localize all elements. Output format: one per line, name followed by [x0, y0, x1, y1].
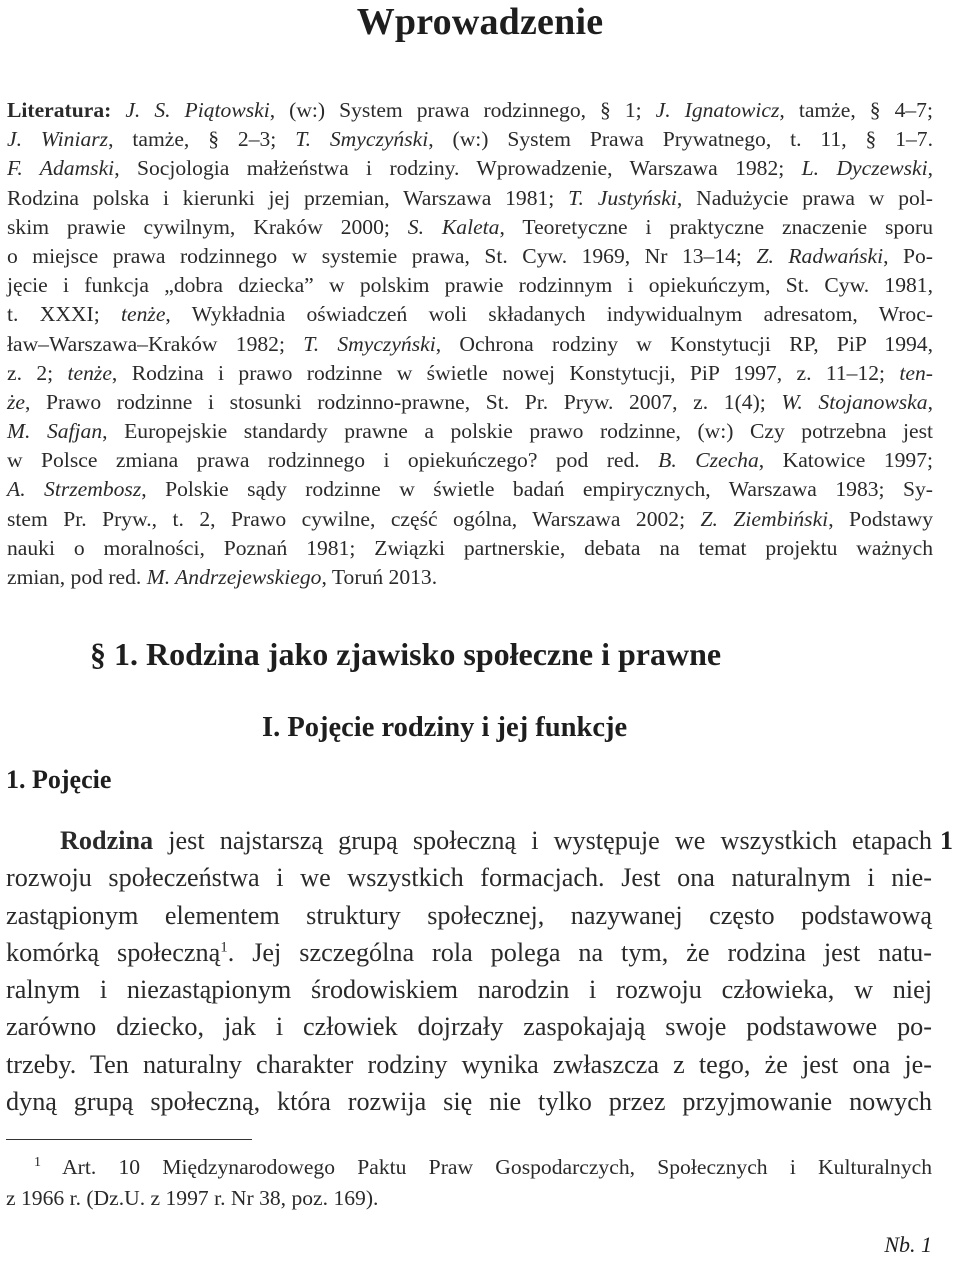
text-run: , (w:) System Prawa Prywatnego, t. 11, § 1–7. [428, 127, 933, 152]
text-run: , Europejskie standardy prawne a polskie prawo rodzinne, (w:) Czy potrzebna jest [102, 419, 933, 444]
text-run: ław–Warszawa–Kraków 1982; [7, 331, 304, 356]
text-run: trzeby. Ten naturalny charakter rodziny wynika zwłaszcza z tego, że jest ona je- [6, 1049, 932, 1079]
text-run: t. XXXI; [7, 302, 122, 327]
author-name: M. Safjan [7, 419, 103, 444]
footnote-text-1: Art. 10 Międzynarodowego Paktu Praw Gospodarczych, Społecznych i Kulturalnych [62, 1155, 932, 1179]
text-run: , tamże, § 2–3; [108, 127, 296, 152]
body-line [6, 1046, 932, 1083]
literature-line [7, 213, 933, 242]
footnote-line [6, 1152, 932, 1183]
footnote-line: z 1966 r. (Dz.U. z 1997 r. Nr 38, poz. 169). [6, 1186, 379, 1210]
author-name: tenże [121, 302, 166, 327]
text-run: ralnym i niezastąpionym środowiskiem narodzin i rozwoju człowieka, w niej [6, 975, 932, 1005]
author-name: tenże [67, 360, 112, 385]
author-name: Z. Ziembiński [700, 506, 829, 531]
literature-line [7, 242, 933, 271]
body-line [6, 859, 932, 896]
author-name: S. Kaleta [407, 214, 500, 239]
page-title: Wprowadzenie [356, 1, 604, 43]
text-run: zarówno dziecko, jak i człowiek dojrzały zaspokajają swoje podstawowe po- [6, 1012, 932, 1042]
text-run: , Wykładnia oświadczeń woli składanych indywidualnym adresatom, Wroc- [165, 302, 933, 327]
text-run: o miejsce prawa rodzinnego w systemie prawa, St. Cyw. 1969, Nr 13–14; [7, 243, 757, 268]
literature-line [7, 505, 933, 534]
author-name: B. Czecha [658, 448, 759, 473]
text-run: , (w:) System prawa rodzinnego, § 1; [269, 98, 656, 122]
body-line [6, 897, 932, 934]
author-name: L. Dyczewski [801, 156, 928, 181]
literature-line [7, 330, 933, 359]
body-line [6, 971, 932, 1008]
text-run: , Podstawy [828, 506, 934, 531]
literature-line [7, 388, 933, 417]
text-run: . Jej szczególna rola polega na tym, że rodzina jest natu- [227, 937, 932, 967]
body-paragraph [6, 822, 932, 1120]
margin-number: 1 [940, 826, 953, 855]
literature-heading: Literatura: [7, 98, 126, 122]
author-name: ten- [899, 360, 933, 385]
literature-line [7, 271, 933, 300]
text-run: skim prawie cywilnym, Kraków 2000; [7, 214, 408, 239]
body-line [6, 822, 932, 859]
literature-line [7, 475, 933, 504]
text-run: rozwoju społeczeństwa i we wszystkich formacjach. Jest ona naturalnym i nie- [6, 863, 932, 893]
literature-line [7, 446, 933, 475]
literature-block [7, 96, 933, 592]
text-run: stem Pr. Pryw., t. 2, Prawo cywilne, część ogólna, Warszawa 2002; [7, 506, 701, 531]
literature-line [7, 154, 933, 183]
text-run: jęcie i funkcja „dobra dziecka” w polskim prawie rodzinnym i opiekuńczym, St. Cyw. 1981, [7, 273, 933, 298]
author-name: T. Justyński [568, 185, 677, 210]
text-run: , Polskie sądy rodzinne w świetle badań empirycznych, Warszawa 1983; Sy- [141, 477, 934, 502]
footnote-mark: 1 [34, 1154, 41, 1170]
text-run: nauki o moralności, Poznań 1981; Związki partnerskie, debata na temat projektu ważnych [7, 535, 933, 560]
section-heading: § 1. Rodzina jako zjawisko społeczne i prawne [90, 636, 722, 672]
author-name: J. Winiarz [7, 127, 109, 152]
author-name: T. Smyczyński [295, 127, 429, 152]
text-run: z. 2; [7, 360, 68, 385]
footnote-reference: 1 [220, 939, 228, 956]
text-run: dyną grupą społeczną, która rozwija się nie tylko przez przyjmowanie nowych [6, 1087, 932, 1117]
defined-term: Rodzina [60, 826, 154, 855]
footnote-divider [6, 1139, 252, 1140]
body-line [6, 934, 932, 971]
text-run: , [927, 156, 934, 181]
text-run: , Katowice 1997; [758, 448, 934, 473]
text-run: , Ochrona rodziny w Konstytucji RP, PiP 1994, [435, 331, 934, 356]
text-run: zastąpionym elementem struktury społecznej, nazywanej często podstawową [6, 900, 932, 930]
literature-line [7, 534, 933, 563]
author-name: T. Smyczyński [303, 331, 436, 356]
text-run: zmian, pod red. [7, 565, 147, 589]
page-number: Nb. 1 [884, 1232, 932, 1257]
body-line [6, 1083, 932, 1120]
literature-line [7, 96, 933, 125]
text-run: , Socjologia małżeństwa i rodziny. Wprowadzenie, Warszawa 1982; [114, 156, 802, 181]
author-name: A. Strzembosz [7, 477, 142, 502]
author-name: M. Andrzejewskiego [146, 565, 322, 589]
literature-line [7, 359, 933, 388]
text-run: , Teoretyczne i praktyczne znaczenie sporu [499, 214, 934, 239]
text-run: , Po- [883, 243, 933, 268]
text-run: , Toruń 2013. [321, 565, 438, 589]
author-name: W. Stojanowska [781, 389, 928, 414]
literature-line [7, 125, 933, 154]
author-name: Z. Radwański [756, 243, 884, 268]
literature-line [7, 563, 933, 592]
body-line [6, 1008, 932, 1045]
literature-line [7, 417, 933, 446]
text-run: , Prawo rodzinne i stosunki rodzinno-prawne, St. Pr. Pryw. 2007, z. 1(4); [25, 389, 782, 414]
literature-line [7, 300, 933, 329]
chapter-heading: I. Pojęcie rodziny i jej funkcje [262, 712, 628, 743]
text-run: w Polsce zmiana prawa rodzinnego i opiekuńczego? pod red. [7, 448, 659, 473]
text-run: , Nadużycie prawa w pol- [676, 185, 933, 210]
literature-line [7, 184, 933, 213]
author-name: F. Adamski [7, 156, 115, 181]
author-name: J. S. Piątowski [125, 98, 270, 122]
text-run: , Rodzina i prawo rodzinne w świetle nowej Konstytucji, PiP 1997, z. 11–12; [111, 360, 900, 385]
text-run: , [927, 389, 933, 414]
margin-heading: 1. Pojęcie [6, 765, 112, 794]
text-run: tamże, § 4–7; [784, 98, 933, 122]
author-name: J. Ignatowicz, [655, 98, 785, 122]
author-name: że [7, 389, 25, 414]
text-run: Rodzina polska i kierunki jej przemian, Warszawa 1981; [7, 185, 569, 210]
text-run: jest najstarszą grupą społeczną i występuje we wszystkich etapach [153, 826, 932, 855]
footnote [6, 1152, 932, 1214]
text-run: komórką społeczną [6, 937, 221, 967]
